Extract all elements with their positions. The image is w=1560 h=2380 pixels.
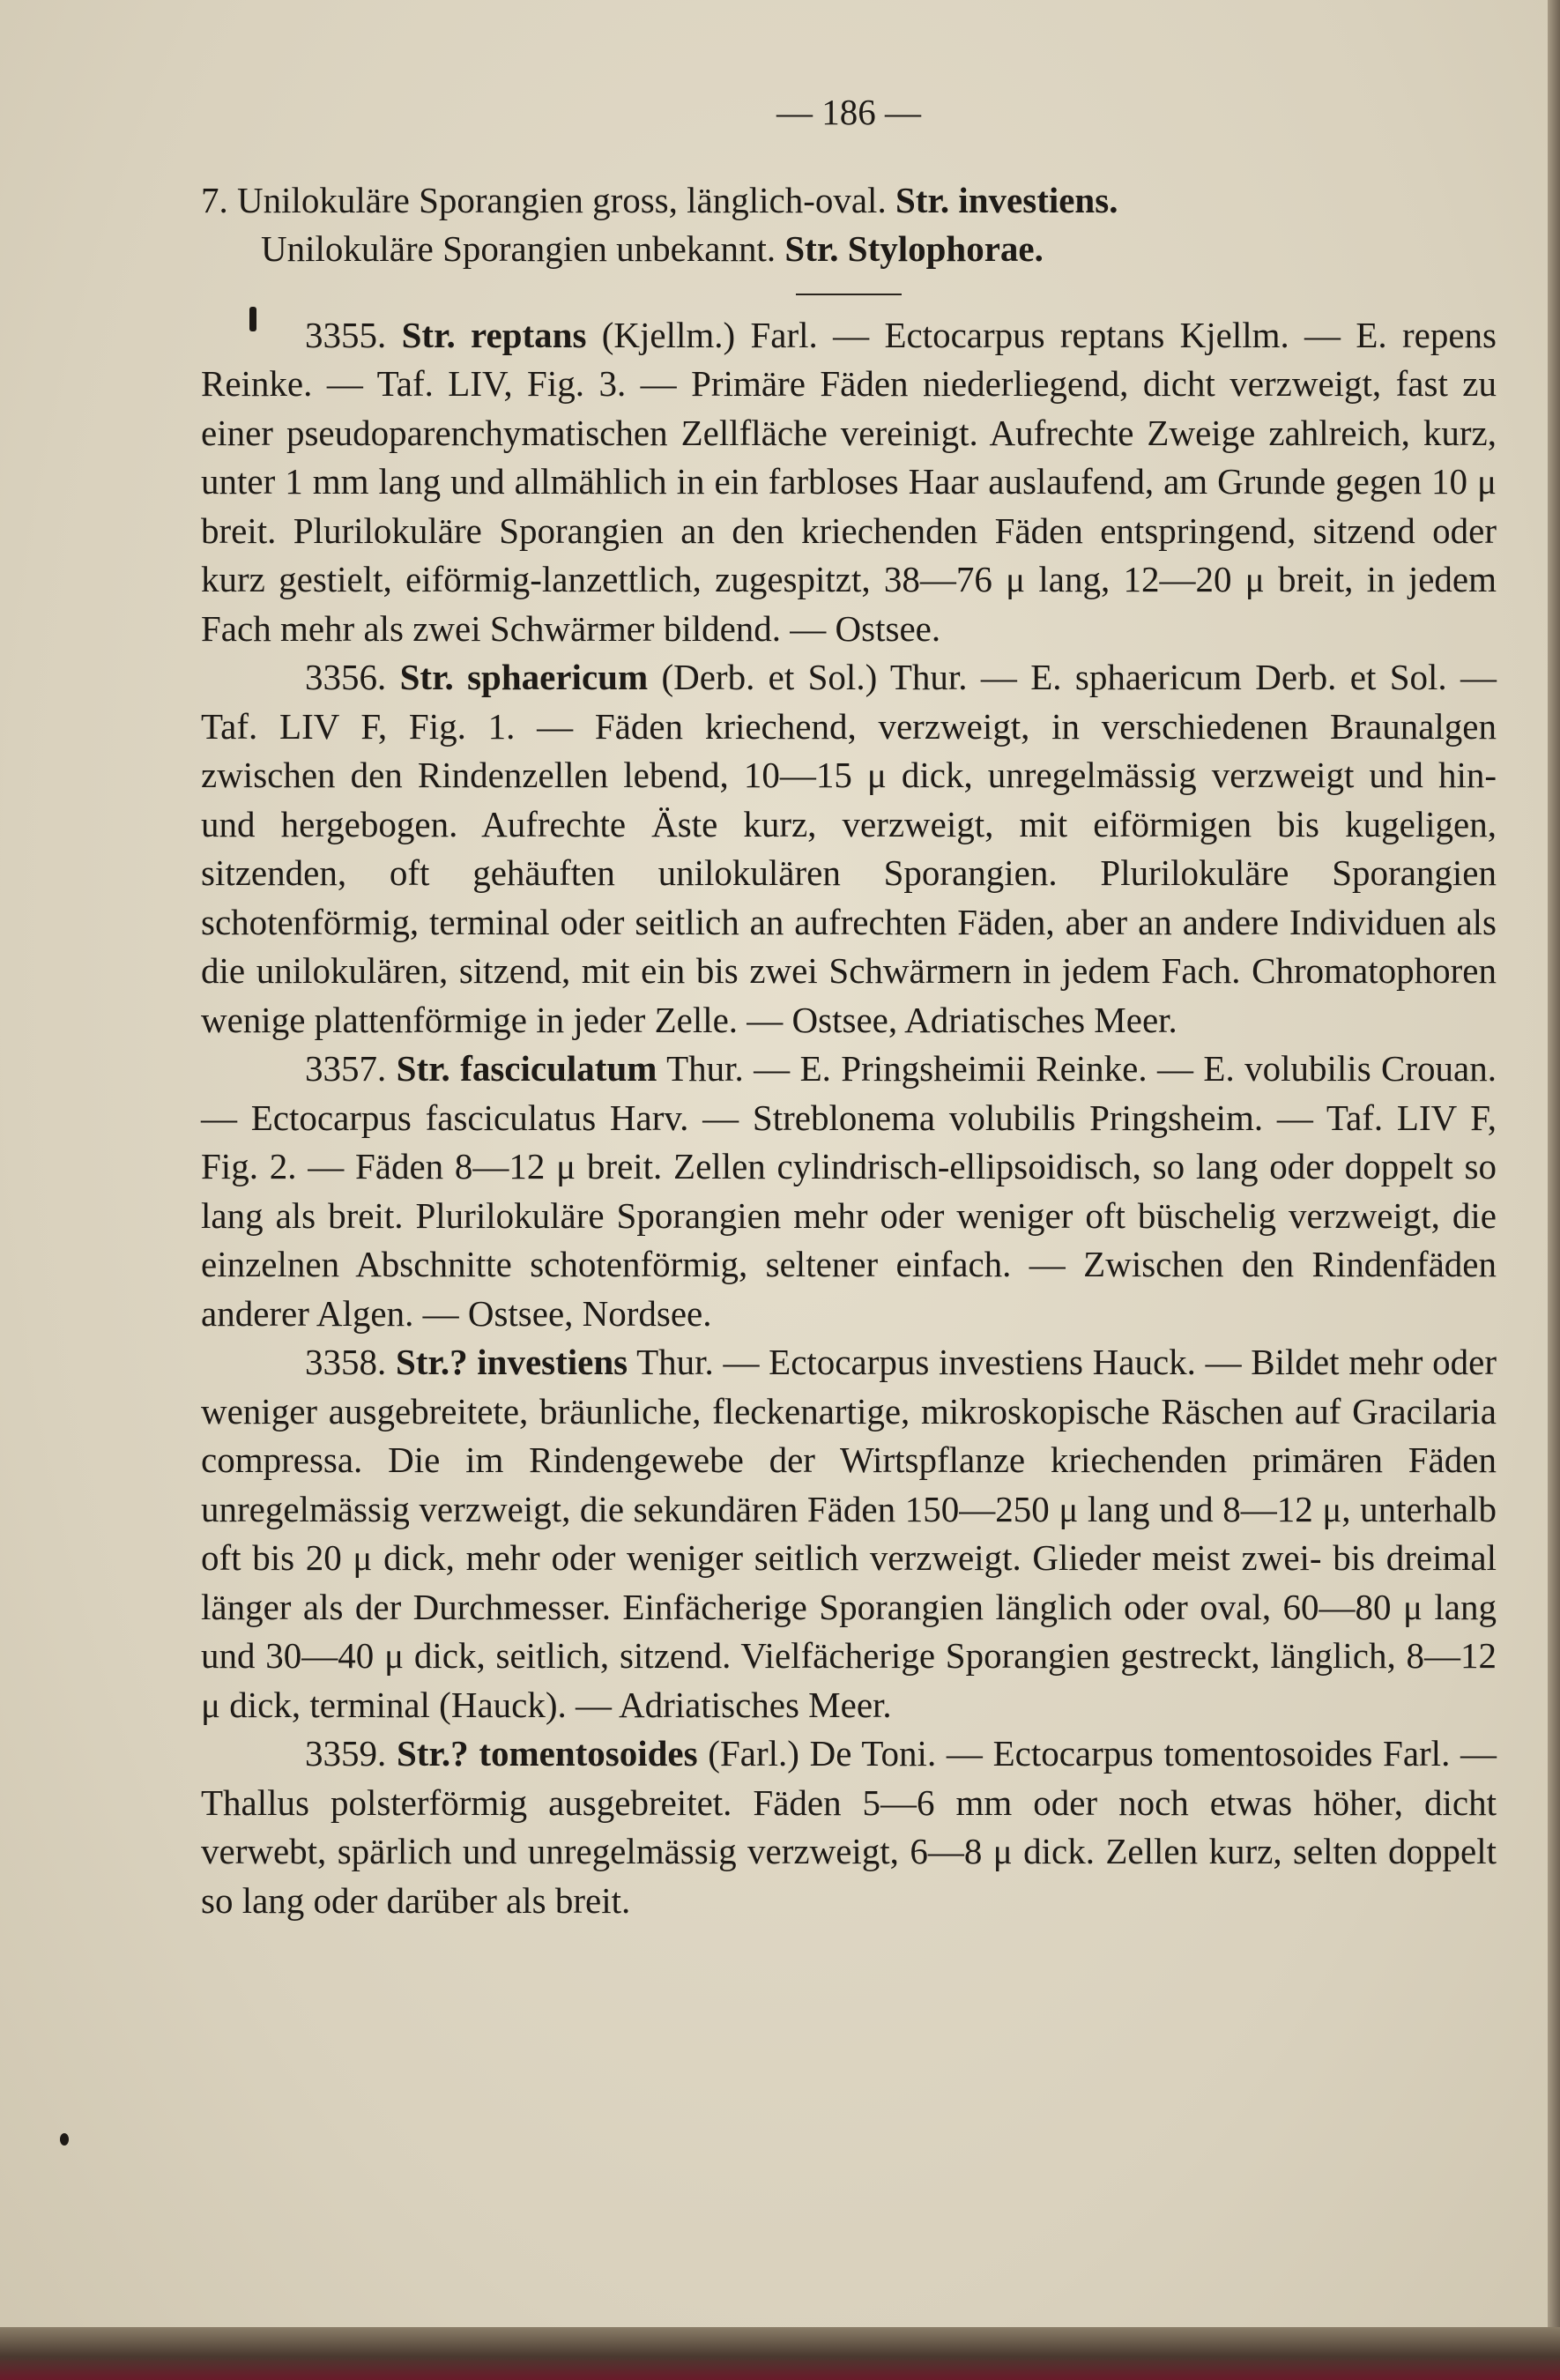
- entry-number: 3358.: [305, 1342, 387, 1382]
- species-name: Str. fasciculatum: [396, 1048, 657, 1089]
- key-text: 7. Unilokuläre Sporangien gross, länglich-oval.: [201, 179, 887, 220]
- entry-number: 3355.: [305, 314, 387, 355]
- species-name: Str.? investiens: [395, 1342, 628, 1382]
- key-line: [201, 225, 1497, 274]
- species-entry: [201, 653, 1497, 1045]
- species-name: Str. reptans: [401, 314, 587, 355]
- entry-text: (Derb. et Sol.) Thur. — E. sphaericum Derb. et Sol. — Taf. LIV F, Fig. 1. — Fäden kriechend, verzweigt, in verschiedenen Braunalgen zwischen den Rindenzellen lebend, 10—15 μ dick, unregelmässig verzweigt und hin- und hergebogen. Aufrechte Äste kurz, verzweigt, mit eiförmigen bis kugeligen, sitzenden, oft gehäuften unilokulären Sporangien. Plurilokuläre Sporangien schotenförmig, terminal oder seitlich an aufrechten Fäden, aber an andere Individuen als die unilokulären, sitzend, mit ein bis zwei Schwärmern in jedem Fach. Chromatophoren wenige plattenförmige in jeder Zelle. — Ostsee, Adriatisches Meer.: [201, 657, 1497, 1040]
- species-entry: [201, 1338, 1497, 1729]
- entry-number: 3359.: [305, 1733, 387, 1774]
- species-name: Str. sphaericum: [399, 657, 649, 697]
- entry-number: 3357.: [305, 1048, 387, 1089]
- key-lead: Str. investiens.: [895, 179, 1118, 220]
- page-edge: [1548, 0, 1560, 2380]
- species-entry: [201, 1045, 1497, 1338]
- species-name: Str.? tomentosoides: [396, 1733, 698, 1774]
- key-text: Unilokuläre Sporangien unbekannt.: [261, 228, 776, 269]
- entry-text: Thur. — E. Pringsheimii Reinke. — E. volubilis Crouan. — Ectocarpus fasciculatus Harv. — Streblonema volubilis Pringsheim. — Taf. LIV F, Fig. 2. — Fäden 8—12 μ breit. Zellen cylindrisch-ellipsoidisch, so lang oder doppelt so lang als breit. Plurilokuläre Sporangien mehr oder weniger oft büschelig verzweigt, die einzelnen Abschnitte schotenförmig, seltener einfach. — Zwischen den Rindenfäden anderer Algen. — Ostsee, Nordsee.: [201, 1048, 1497, 1334]
- entry-number: 3356.: [305, 657, 387, 697]
- entry-text: Thur. — Ectocarpus investiens Hauck. — Bildet mehr oder weniger ausgebreitete, bräunliche, fleckenartige, mikroskopische Räschen auf Gracilaria compressa. Die im Rindengewebe der Wirtspflanze kriechenden primären Fäden unregelmässig verzweigt, die sekundären Fäden 150—250 μ lang und 8—12 μ, unterhalb oft bis 20 μ dick, mehr oder weniger seitlich verzweigt. Glieder meist zwei- bis dreimal länger als der Durchmesser. Einfächerige Sporangien länglich oder oval, 60—80 μ lang und 30—40 μ dick, seitlich, sitzend. Vielfächerige Sporangien gestreckt, länglich, 8—12 μ dick, terminal (Hauck). — Adriatisches Meer.: [201, 1342, 1497, 1725]
- species-entry: [201, 1729, 1497, 1925]
- ink-spot: [60, 2133, 69, 2146]
- key-line: [201, 176, 1497, 226]
- identification-key: [201, 176, 1497, 274]
- species-entry: [201, 311, 1497, 654]
- entry-text: (Farl.) De Toni. — Ectocarpus tomentosoides Farl. — Thallus polsterförmig ausgebreitet. Fäden 5—6 mm oder noch etwas höher, dicht verwebt, spärlich und unregelmässig verzweigt, 6—8 μ dick. Zellen kurz, selten doppelt so lang oder darüber als breit.: [201, 1733, 1497, 1921]
- book-cover-edge: [0, 2327, 1560, 2380]
- key-lead: Str. Stylophorae.: [784, 228, 1044, 269]
- page-text: [201, 88, 1497, 1925]
- page-number: — 186 —: [776, 92, 921, 132]
- entry-text: (Kjellm.) Farl. — Ectocarpus reptans Kjellm. — E. repens Reinke. — Taf. LIV, Fig. 3. — Primäre Fäden niederliegend, dicht verzweigt, fast zu einer pseudoparenchymatischen Zellfläche vereinigt. Aufrechte Zweige zahlreich, kurz, unter 1 mm lang und allmählich in ein farbloses Haar auslaufend, am Grunde gegen 10 μ breit. Plurilokuläre Sporangien an den kriechenden Fäden entspringend, sitzend oder kurz gestielt, eiförmig-lanzettlich, zugespitzt, 38—76 μ lang, 12—20 μ breit, in jedem Fach mehr als zwei Schwärmer bildend. — Ostsee.: [201, 314, 1497, 649]
- divider: [796, 294, 902, 295]
